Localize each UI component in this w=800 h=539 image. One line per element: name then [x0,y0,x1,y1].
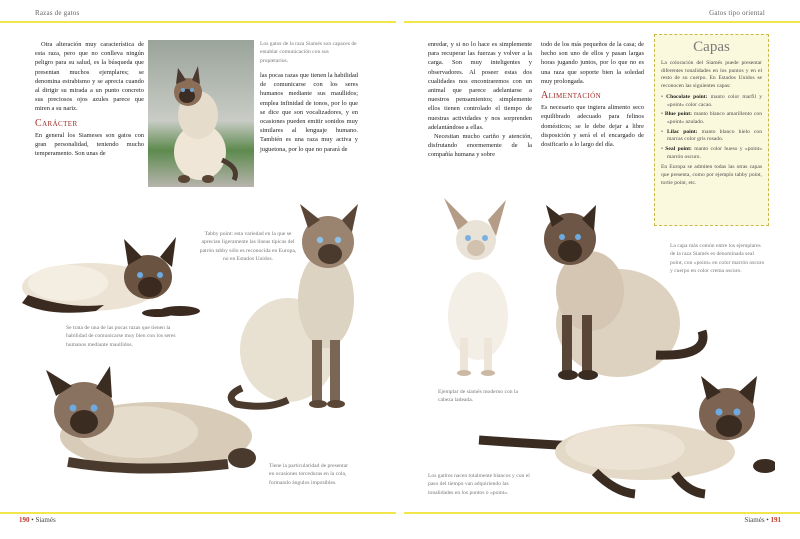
caption-tabby-point: Tabby point: esta variedad en la que se aprecian ligeramente las líneas típicas del patrón tabby sólo es reconocida en Europa, no en Estados Unidos. [199,231,297,262]
paragraph: Necesitan mucho cariño y atención, disfrutando enormemente de la compañía humana y sobre [428,133,532,159]
sidebar-intro: La coloración del Siamés puede presentar diferentes tonalidades en los puntos y en el resto de su cuerpo. En Estados Unidos se reconocen las siguientes capas: [661,60,762,90]
bottom-rule-left [0,512,396,514]
section-heading-caracter: Carácter [35,117,78,129]
text-column-2 [260,40,358,154]
top-rule-left [0,21,396,23]
page-number-left [19,516,56,524]
caption-kittens: Los gatitos nacen totalmente blancos y con el paso del tiempo van adquiriendo las tonalidades en los puntos o «point». [428,473,530,496]
bottom-rule-right [404,512,800,514]
text-column-4 [541,40,644,149]
text-column-3 [428,40,532,160]
paragraph: todo de los más pequeños de la casa; de hecho son uno de ellos y pasan largas horas jugando juntos, por lo que no es una raza que soporte bien la soledad muy prolongada. [541,41,644,85]
page-number-right [744,516,781,524]
cat-photo-sitting [148,40,254,187]
caption-seal-point: La capa más común entre los ejemplares de la raza Siamés es denominada seal point, con «point» en color marrón oscuro y cuerpo en color crema oscuro. [670,243,765,274]
top-rule-right [404,21,800,23]
running-head-right: Gatos tipo oriental [709,9,765,17]
sidebar-item-lilac-point: • Lilac point: manto blanco hielo con marcas color gris rosado. [661,128,762,143]
caption-communication: Se trata de una de las pocas razas que tienen la habilidad de comunicarse muy bien con los seres humanos mediante maullidos. [66,325,176,348]
cat-photo-seal-point [538,205,716,385]
cat-photo-lying-left [8,225,208,320]
paragraph: Otra alteración muy característica de esta raza, pero que no conlleva ningún peligro para su salud, es la búsqueda que presentan muchos ejemplares; se denomina estrabismo y se aprecia cuando al dirigir su mirada a un punto concreto sus preciosos ojos azules parece que miren a su nariz. [35,41,144,113]
photo-caption-communication: Los gatos de la raza Siamés son capaces de entablar comunicación con sus propietarios. [260,41,357,64]
caption-tail: Tiene la particularidad de presentar en ocasiones torceduras en la cola, formando ángulos imposibles. [269,463,349,486]
folio-label-right: Siamés • [744,516,769,524]
cat-photo-lying-bottom-left [28,366,258,478]
running-head-left: Razas de gatos [35,9,80,17]
sidebar-item-chocolate-point: • Chocolate point: manto color marfil y «point» color cacao. [661,93,763,108]
paragraph: En general los Siameses son gatos con gran personalidad, teniendo mucho temperamento. Son unas de [35,131,144,158]
paragraph: enredar, y si no lo hace es simplemente para recuperar las fuerzas y volver a la carga. Son muy inteligentes y observadores. Al poseer estas dos cualidades nos encontraremos con un animal que parece adelantarse a nuestros pensamientos; simplemente ellos tienen controlado el tiempo de nuestras actividades y nos sorprenden adelantándose a ellas. [428,41,532,131]
sidebar-outro: En Europa se admiten todas las otras capas que presenta, como por ejemplo tabby point, tortie point, etc. [661,164,762,186]
sidebar-item-seal-point: • Seal point: manto color hueso y «point» marrón oscuro. [661,146,762,160]
folio-number-right: 191 [770,516,781,524]
sidebar-capas [654,34,769,226]
cat-photo-modern-head-tilted [430,198,522,378]
folio-number-left: 190 [19,516,30,524]
section-heading-alimentacion: Alimentación [541,90,602,102]
text-column-1 [35,40,144,158]
folio-label-left: • Siamés [31,516,56,524]
sidebar-title: Capas [693,39,730,55]
sidebar-item-blue-point: • Blue point: manto blanco amarillento con «point» azulado. [661,111,763,125]
paragraph: las pocas razas que tienen la habilidad de comunicarse con los seres humanos mediante sus maullidos; emplea infinidad de tonos, por lo que se dice que son vocalizadores, y en ocasiones pueden emitir sonidos muy similares al lenguaje humano. También es una raza muy activa y juguetona, por lo que no parará de [260,71,358,153]
caption-modern: Ejemplar de siamés moderno con la cabeza ladeada. [438,389,518,404]
paragraph: Es necesario que ingiera alimento seco equilibrado adecuado para felinos domésticos; se le debe dejar a libre disposición y será el el encargado de dosificarlo a lo largo del día. [541,104,644,149]
